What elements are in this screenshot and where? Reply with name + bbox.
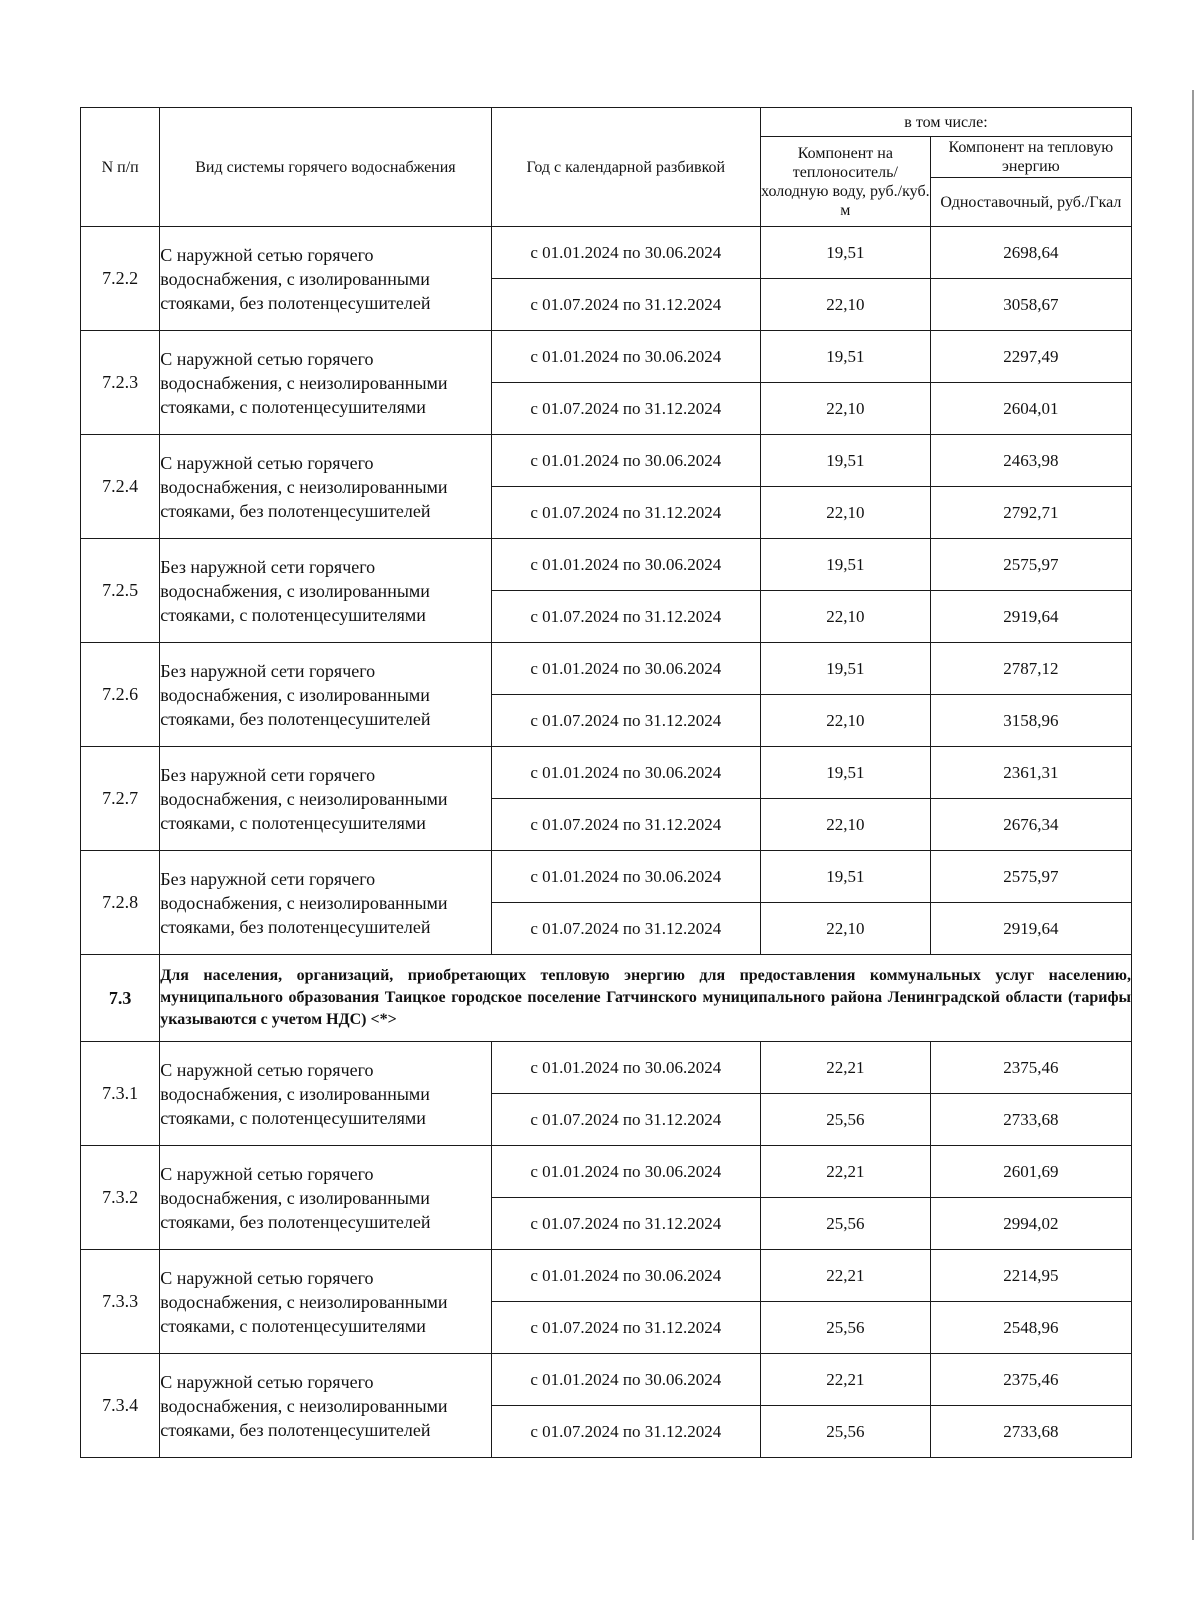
row-heat-tariff: 2361,31 (930, 747, 1131, 799)
row-period: с 01.01.2024 по 30.06.2024 (491, 435, 760, 487)
section-73-title: Для населения, организаций, приобретающих тепловую энергию для предоставления коммунальных услуг населению, муниципального образования Таицкое городское поселение Гатчинского муниципального района Ленинградской области (тарифы указываются с учетом НДС) <*> (160, 955, 1132, 1042)
row-num: 7.2.2 (81, 227, 160, 331)
row-num: 7.2.5 (81, 539, 160, 643)
section-73-num: 7.3 (81, 955, 160, 1042)
row-period: с 01.01.2024 по 30.06.2024 (491, 539, 760, 591)
header-single-rate: Одноставочный, руб./Гкал (930, 178, 1131, 227)
row-description: С наружной сетью горячего водоснабжения, с изолированными стояками, с полотенцесушителями (160, 1042, 491, 1146)
row-period: с 01.07.2024 по 31.12.2024 (491, 695, 760, 747)
row-water-tariff: 22,21 (760, 1042, 930, 1094)
row-heat-tariff: 2787,12 (930, 643, 1131, 695)
row-description: С наружной сетью горячего водоснабжения, с изолированными стояками, без полотенцесушителей (160, 1146, 491, 1250)
row-heat-tariff: 2604,01 (930, 383, 1131, 435)
row-num: 7.2.8 (81, 851, 160, 955)
row-heat-tariff: 3158,96 (930, 695, 1131, 747)
row-heat-tariff: 2994,02 (930, 1198, 1131, 1250)
row-num: 7.2.6 (81, 643, 160, 747)
row-water-tariff: 25,56 (760, 1406, 930, 1458)
row-water-tariff: 22,10 (760, 591, 930, 643)
row-period: с 01.07.2024 по 31.12.2024 (491, 903, 760, 955)
header-group-including: в том числе: (760, 108, 1131, 137)
row-heat-tariff: 2375,46 (930, 1042, 1131, 1094)
row-period: с 01.01.2024 по 30.06.2024 (491, 1250, 760, 1302)
row-water-tariff: 22,10 (760, 383, 930, 435)
row-water-tariff: 19,51 (760, 435, 930, 487)
row-period: с 01.07.2024 по 31.12.2024 (491, 383, 760, 435)
table-row (81, 1042, 1132, 1094)
header-year: Год с календарной разбивкой (491, 108, 760, 227)
table-row (81, 539, 1132, 591)
row-water-tariff: 22,10 (760, 799, 930, 851)
row-period: с 01.01.2024 по 30.06.2024 (491, 1042, 760, 1094)
row-water-tariff: 22,10 (760, 903, 930, 955)
table-row (81, 643, 1132, 695)
row-period: с 01.07.2024 по 31.12.2024 (491, 1198, 760, 1250)
row-num: 7.3.4 (81, 1354, 160, 1458)
table-row (81, 851, 1132, 903)
row-water-tariff: 19,51 (760, 331, 930, 383)
row-period: с 01.01.2024 по 30.06.2024 (491, 1146, 760, 1198)
tariff-table (80, 107, 1132, 1458)
row-num: 7.3.2 (81, 1146, 160, 1250)
row-period: с 01.07.2024 по 31.12.2024 (491, 1094, 760, 1146)
row-num: 7.3.3 (81, 1250, 160, 1354)
header-system-type: Вид системы горячего водоснабжения (160, 108, 491, 227)
scan-edge-line (1192, 90, 1194, 1540)
row-heat-tariff: 2463,98 (930, 435, 1131, 487)
table-row (81, 331, 1132, 383)
row-description: Без наружной сети горячего водоснабжения, с неизолированными стояками, без полотенцесушителей (160, 851, 491, 955)
row-description: С наружной сетью горячего водоснабжения, с неизолированными стояками, без полотенцесушителей (160, 1354, 491, 1458)
row-period: с 01.01.2024 по 30.06.2024 (491, 851, 760, 903)
row-water-tariff: 22,10 (760, 487, 930, 539)
row-heat-tariff: 2575,97 (930, 539, 1131, 591)
table-header (81, 108, 1132, 227)
row-heat-tariff: 2676,34 (930, 799, 1131, 851)
row-water-tariff: 19,51 (760, 539, 930, 591)
table-row (81, 1250, 1132, 1302)
row-heat-tariff: 2575,97 (930, 851, 1131, 903)
header-num: N п/п (81, 108, 160, 227)
row-water-tariff: 25,56 (760, 1302, 930, 1354)
row-period: с 01.01.2024 по 30.06.2024 (491, 331, 760, 383)
row-num: 7.3.1 (81, 1042, 160, 1146)
section-73-body (81, 1042, 1132, 1458)
row-description: С наружной сетью горячего водоснабжения, с неизолированными стояками, с полотенцесушителями (160, 331, 491, 435)
row-water-tariff: 19,51 (760, 851, 930, 903)
row-water-tariff: 19,51 (760, 747, 930, 799)
section-73-header (81, 955, 1132, 1042)
row-heat-tariff: 2601,69 (930, 1146, 1131, 1198)
row-water-tariff: 22,10 (760, 695, 930, 747)
row-heat-tariff: 2733,68 (930, 1094, 1131, 1146)
row-num: 7.2.7 (81, 747, 160, 851)
row-heat-tariff: 2919,64 (930, 903, 1131, 955)
row-heat-tariff: 2733,68 (930, 1406, 1131, 1458)
header-component-heat: Компонент на тепловую энергию (930, 137, 1131, 178)
row-description: С наружной сетью горячего водоснабжения, с изолированными стояками, без полотенцесушителей (160, 227, 491, 331)
row-period: с 01.07.2024 по 31.12.2024 (491, 487, 760, 539)
table-row (81, 1146, 1132, 1198)
row-heat-tariff: 2698,64 (930, 227, 1131, 279)
row-water-tariff: 19,51 (760, 643, 930, 695)
row-period: с 01.01.2024 по 30.06.2024 (491, 747, 760, 799)
row-water-tariff: 22,21 (760, 1354, 930, 1406)
row-period: с 01.07.2024 по 31.12.2024 (491, 279, 760, 331)
row-heat-tariff: 2297,49 (930, 331, 1131, 383)
row-heat-tariff: 2792,71 (930, 487, 1131, 539)
row-period: с 01.01.2024 по 30.06.2024 (491, 1354, 760, 1406)
row-heat-tariff: 2214,95 (930, 1250, 1131, 1302)
row-description: Без наружной сети горячего водоснабжения, с изолированными стояками, с полотенцесушителями (160, 539, 491, 643)
row-water-tariff: 19,51 (760, 227, 930, 279)
row-period: с 01.07.2024 по 31.12.2024 (491, 799, 760, 851)
section-72-body (81, 227, 1132, 955)
header-component-water: Компонент на теплоноситель/ холодную воду, руб./куб. м (760, 137, 930, 227)
row-heat-tariff: 2375,46 (930, 1354, 1131, 1406)
row-description: Без наружной сети горячего водоснабжения, с изолированными стояками, без полотенцесушителей (160, 643, 491, 747)
row-heat-tariff: 2919,64 (930, 591, 1131, 643)
row-period: с 01.07.2024 по 31.12.2024 (491, 1302, 760, 1354)
row-period: с 01.07.2024 по 31.12.2024 (491, 591, 760, 643)
row-heat-tariff: 2548,96 (930, 1302, 1131, 1354)
row-water-tariff: 22,21 (760, 1250, 930, 1302)
row-period: с 01.01.2024 по 30.06.2024 (491, 227, 760, 279)
row-water-tariff: 22,10 (760, 279, 930, 331)
row-num: 7.2.3 (81, 331, 160, 435)
row-num: 7.2.4 (81, 435, 160, 539)
row-water-tariff: 25,56 (760, 1198, 930, 1250)
table-row (81, 227, 1132, 279)
row-water-tariff: 22,21 (760, 1146, 930, 1198)
row-description: С наружной сетью горячего водоснабжения, с неизолированными стояками, без полотенцесушителей (160, 435, 491, 539)
row-water-tariff: 25,56 (760, 1094, 930, 1146)
row-period: с 01.07.2024 по 31.12.2024 (491, 1406, 760, 1458)
row-description: Без наружной сети горячего водоснабжения, с неизолированными стояками, с полотенцесушителями (160, 747, 491, 851)
row-period: с 01.01.2024 по 30.06.2024 (491, 643, 760, 695)
row-heat-tariff: 3058,67 (930, 279, 1131, 331)
table-row (81, 1354, 1132, 1406)
row-description: С наружной сетью горячего водоснабжения, с неизолированными стояками, с полотенцесушителями (160, 1250, 491, 1354)
table-row (81, 435, 1132, 487)
table-row (81, 747, 1132, 799)
